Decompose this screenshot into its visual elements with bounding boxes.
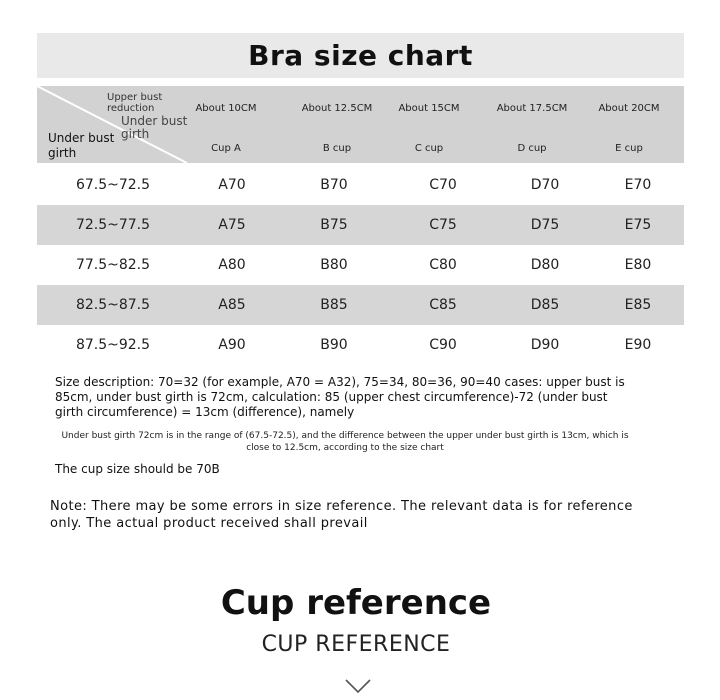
size-cell: C85 [429,297,457,313]
size-cell: B85 [320,297,348,313]
size-cell: A75 [218,217,246,233]
size-cell: C90 [429,337,457,353]
row-girth: 87.5~92.5 [75,337,151,353]
row-girth: 77.5~82.5 [75,257,151,273]
cup-reference-title: Cup reference [220,583,492,623]
size-cell: A85 [218,297,246,313]
size-cell: E70 [624,177,652,193]
header-col-a-bottom: Cup A [211,143,241,154]
size-cell: E75 [624,217,652,233]
size-cell: B90 [320,337,348,353]
chart-title: Bra size chart [248,39,473,72]
chevron-down-icon [345,678,371,694]
size-cell: E85 [624,297,652,313]
table-row [37,325,684,365]
header-col-b-top: About 12.5CM [301,103,373,114]
header-col-e-top: About 20CM [598,103,660,114]
header-col-e-bottom: E cup [615,143,643,154]
table-row [37,165,684,205]
size-cell: D90 [530,337,560,353]
row-girth: 67.5~72.5 [75,177,151,193]
size-cell: C70 [429,177,457,193]
header-upper-bust-reduction: Upper bust reduction [107,92,163,114]
cup-size-result: The cup size should be 70B [55,462,220,476]
row-girth: 72.5~77.5 [75,217,151,233]
size-cell: A70 [218,177,246,193]
header-col-b-bottom: B cup [322,143,352,154]
size-cell: B80 [320,257,348,273]
size-cell: E90 [624,337,652,353]
size-cell: B75 [320,217,348,233]
size-cell: A80 [218,257,246,273]
disclaimer-note: Note: There may be some errors in size reference. The relevant data is for reference only. The actual product received shall prevail [50,499,633,531]
size-cell: D75 [530,217,560,233]
table-header [37,86,684,163]
size-cell: E80 [624,257,652,273]
header-col-a-top: About 10CM [195,103,257,114]
header-under-bust-girth: Under bust girth [48,131,115,160]
table-row [37,245,684,285]
size-cell: B70 [320,177,348,193]
size-cell: A90 [218,337,246,353]
header-col-d-bottom: D cup [517,143,547,154]
header-col-c-bottom: C cup [414,143,444,154]
header-under-bust-girth-faint: Under bust girth [121,114,188,141]
size-description: Size description: 70=32 (for example, A70 = A32), 75=34, 80=36, 90=40 cases: upper bust is 85cm, under bust girth is 72cm, calculation: 85 (upper chest circumference)-72 (under bust girth circumference) = 13cm (difference), namely [55,375,625,419]
size-cell: D85 [530,297,560,313]
calculation-example: Under bust girth 72cm is in the range of (67.5-72.5), and the difference between the upper under bust girth is 13cm, which is close to 12.5cm, according to the size chart [61,431,629,453]
table-row [37,205,684,245]
header-col-d-top: About 17.5CM [496,103,568,114]
size-cell: D70 [530,177,560,193]
row-girth: 82.5~87.5 [75,297,151,313]
chart-title-bar [37,33,684,78]
cup-reference-subtitle: CUP REFERENCE [261,632,451,657]
size-cell: D80 [530,257,560,273]
size-cell: C75 [429,217,457,233]
table-row [37,285,684,325]
size-cell: C80 [429,257,457,273]
header-col-c-top: About 15CM [398,103,460,114]
